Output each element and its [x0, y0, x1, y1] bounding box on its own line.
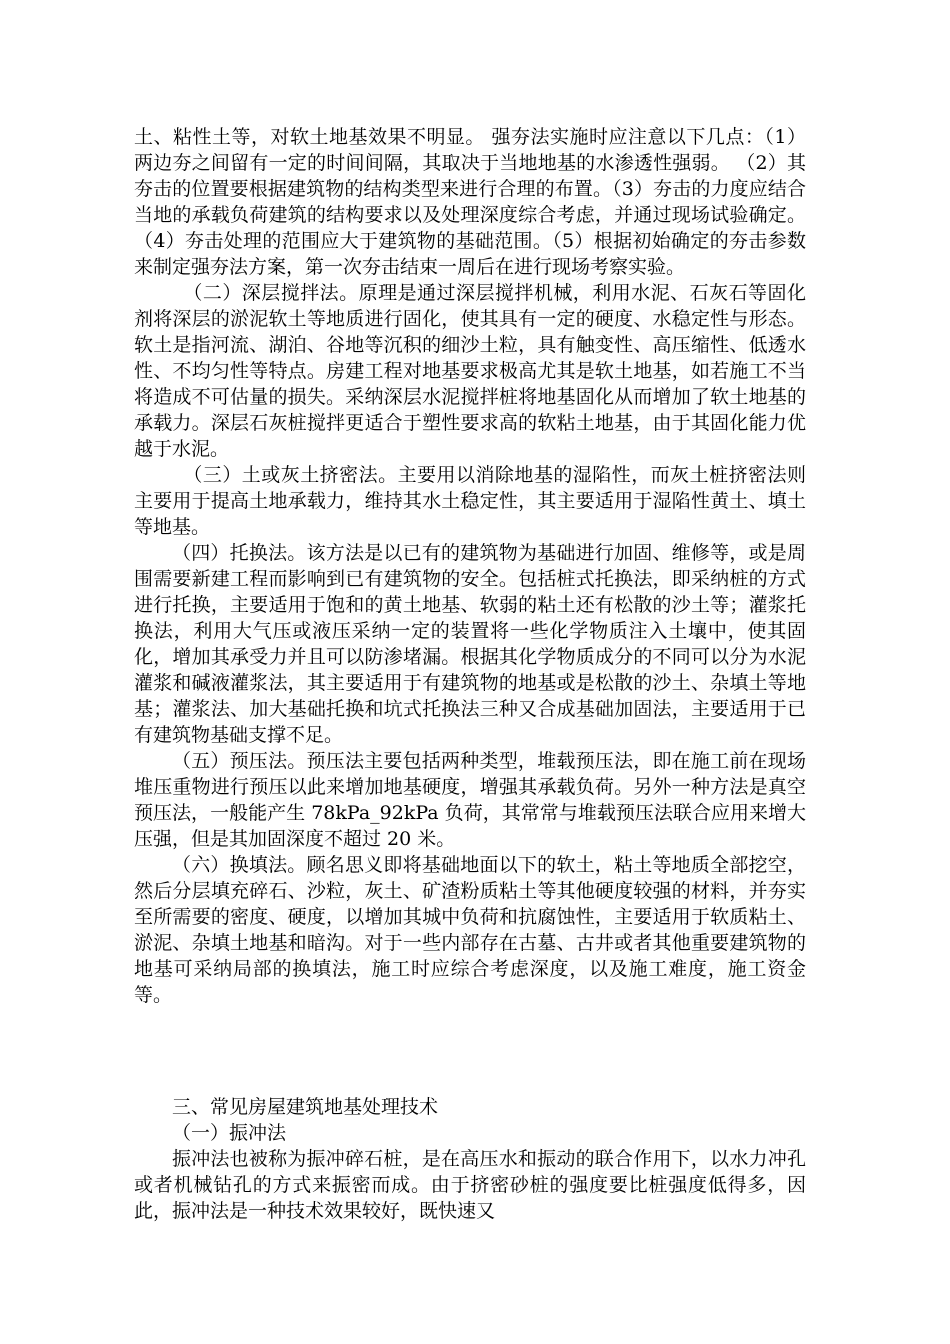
- paragraph-dynamic-compaction-notes: 土、粘性土等，对软土地基效果不明显。 强夯法实施时应注意以下几点：（1）两边夯之间留有一定的时间间隔，其取决于当地地基的水渗透性强弱。 （2）其夯击的位置要根据建筑物的结构类型来进行合理的布置。（3）夯击的力度应结合当地的承载负荷建筑的结构要求以及处理深度综合考虑，并通过现场试验确定。（4）夯击处理的范围应大于建筑物的基础范围。（5）根据初始确定的夯击参数来制定强夯法方案，第一次夯击结束一周后在进行现场考察实验。: [134, 126, 806, 278]
- section-three: [134, 1094, 806, 1224]
- section-heading: 三、常见房屋建筑地基处理技术: [172, 1096, 439, 1118]
- paragraph-underpinning: （四）托换法。该方法是以已有的建筑物为基础进行加固、维修等，或是周围需要新建工程而影响到已有建筑物的安全。包括桩式托换法，即采纳桩的方式进行托换，主要适用于饱和的黄土地基、软弱的粘土还有松散的沙土等；灌浆托换法，利用大气压或液压采纳一定的装置将一些化学物质注入土壤中，使其固化，增加其承受力并且可以防渗堵漏。根据其化学物质成分的不同可以分为水泥灌浆和碱液灌浆法，其主要适用于有建筑物的地基或是松散的沙土、杂填土等地基；灌浆法、加大基础托换和坑式托换法三种又合成基础加固法，主要适用于已有建筑物基础支撑不足。: [134, 542, 806, 746]
- subsection-heading: （一）振冲法: [172, 1122, 287, 1144]
- body-text-section: [134, 124, 806, 1008]
- paragraph-replacement: （六）换填法。顾名思义即将基础地面以下的软土，粘土等地质全部挖空，然后分层填充碎石、沙粒，灰土、矿渣粉质粘土等其他硬度较强的材料，并夯实至所需要的密度、硬度，以增加其城中负荷和抗腐蚀性，主要适用于软质粘土、淤泥、杂填土地基和暗沟。对于一些内部存在古墓、古井或者其他重要建筑物的地基可采纳局部的换填法，施工时应综合考虑深度，以及施工难度，施工资金等。: [134, 854, 806, 1006]
- paragraph-vibroflotation: 振冲法也被称为振冲碎石桩，是在高压水和振动的联合作用下，以水力冲孔或者机械钻孔的方式来振密而成。由于挤密砂桩的强度要比桩强度低得多，因此，振冲法是一种技术效果较好，既快速又: [134, 1148, 806, 1222]
- paragraph-preloading: （五）预压法。预压法主要包括两种类型，堆载预压法，即在施工前在现场堆压重物进行预压以此来增加地基硬度，增强其承载负荷。另外一种方法是真空预压法，一般能产生 78kPa_92kPa 负荷，其常常与堆载预压法联合应用来增大压强，但是其加固深度不超过 20 米。: [134, 750, 806, 850]
- paragraph-deep-mixing: （二）深层搅拌法。原理是通过深层搅拌机械，利用水泥、石灰石等固化剂将深层的淤泥软土等地质进行固化，使其具有一定的硬度、水稳定性与形态。软土是指河流、湖泊、谷地等沉积的细沙土粒，具有触变性、高压缩性、低透水性、不均匀性等特点。房建工程对地基要求极高尤其是软土地基，如若施工不当将造成不可估量的损失。采纳深层水泥搅拌桩将地基固化从而增加了软土地基的承载力。深层石灰桩搅拌更适合于塑性要求高的软粘土地基，由于其固化能力优越于水泥。: [134, 282, 806, 460]
- paragraph-compaction-pile: （三）土或灰土挤密法。主要用以消除地基的湿陷性，而灰土桩挤密法则主要用于提高土地承载力，维持其水土稳定性，其主要适用于湿陷性黄土、填土等地基。: [134, 464, 806, 538]
